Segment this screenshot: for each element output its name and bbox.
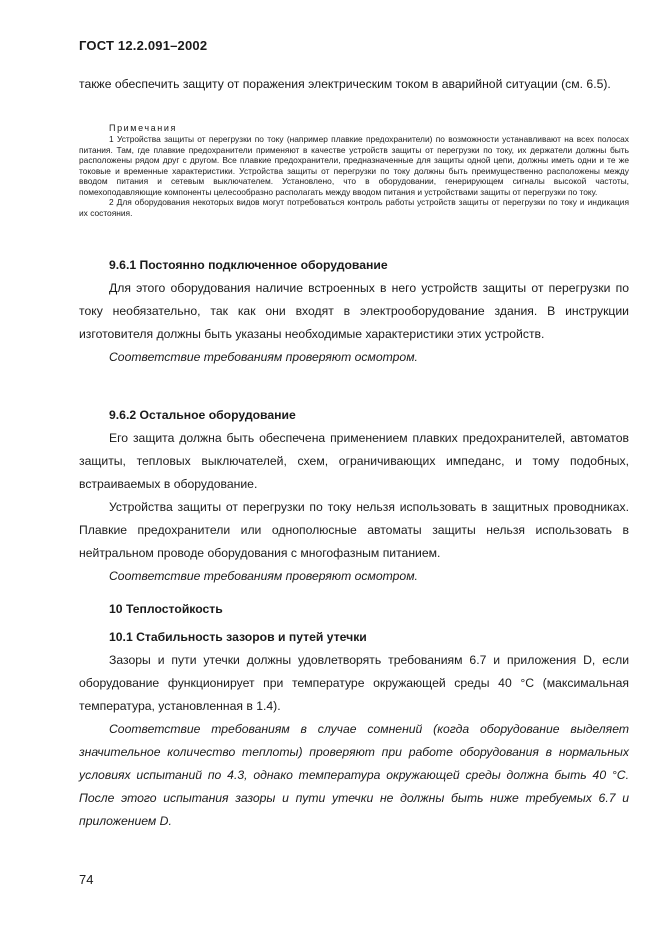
section-9-6-2-paragraph-2: Устройства защиты от перегрузки по току нельзя использовать в защитных проводниках. Плавкие предохранители или однополюсные автоматы защиты нельзя использовать в нейтральном проводе оборудования с многофазным питанием. <box>79 500 629 560</box>
section-9-6-2 <box>79 404 629 588</box>
section-10 <box>79 598 629 621</box>
notes-title: Примечания <box>109 123 177 133</box>
section-heading-10-1: 10.1 Стабильность зазоров и путей утечки <box>109 630 367 644</box>
section-9-6-1-check: Соответствие требованиям проверяют осмотром. <box>109 350 418 364</box>
page-number: 74 <box>79 872 94 887</box>
notes-block <box>79 123 629 218</box>
section-10-1-paragraph: Зазоры и пути утечки должны удовлетворять требованиям 6.7 и приложения D, если оборудование функционирует при температуре окружающей среды 40 °С (максимальная температура, установленная в 1.4). <box>79 653 629 713</box>
document-header: ГОСТ 12.2.091–2002 <box>79 38 208 53</box>
intro-block <box>79 73 629 96</box>
section-9-6-1 <box>79 254 629 369</box>
note-1: 1 Устройства защиты от перегрузки по току (например плавкие предохранители) по возможности устанавливают на всех полосах питания. Там, где плавкие предохранители применяют в качестве устройств защиты от перегрузки по току, их держатели должны быть расположены рядом друг с другом. Все плавкие предохранители, предназначенные для защиты одной цепи, должны иметь одни и те же токовые и временные характеристики. Устройства защиты от перегрузки по току должны быть преимущественно расположены между вводом питания и сетевым выключателем. Установлено, что в оборудовании, генерирующем сигналы высокой частоты, помехоподавляющие компоненты целесообразно располагать между вводом питания и устройствами защиты от перегрузки по току. <box>79 134 629 197</box>
section-10-1-check: Соответствие требованиям в случае сомнений (когда оборудование выделяет значительное количество теплоты) проверяют при работе оборудования в нормальных условиях испытаний по 4.3, однако температура окружающей среды должна быть 40 °С. После этого испытания зазоры и пути утечки не должны быть ниже требуемых 6.7 и приложением D. <box>79 722 629 828</box>
section-heading-10: 10 Теплостойкость <box>109 602 223 616</box>
section-9-6-1-paragraph: Для этого оборудования наличие встроенных в него устройств защиты от перегрузки по току необязательно, так как они входят в электрооборудование здания. В инструкции изготовителя должны быть указаны необходимые характеристики этих устройств. <box>79 281 629 341</box>
section-9-6-2-paragraph-1: Его защита должна быть обеспечена применением плавких предохранителей, автоматов защиты, тепловых выключателей, схем, ограничивающих импеданс, и тому подобных, встраиваемых в оборудование. <box>79 431 629 491</box>
intro-paragraph: также обеспечить защиту от поражения электрическим током в аварийной ситуации (см. 6.5). <box>79 77 611 91</box>
section-10-1 <box>79 626 629 833</box>
note-2: 2 Для оборудования некоторых видов могут потребоваться контроль работы устройств защиты от перегрузки по току и индикация их состояния. <box>79 197 629 218</box>
section-heading-9-6-2: 9.6.2 Остальное оборудование <box>109 408 296 422</box>
section-9-6-2-check: Соответствие требованиям проверяют осмотром. <box>109 569 418 583</box>
section-heading-9-6-1: 9.6.1 Постоянно подключенное оборудование <box>109 258 388 272</box>
